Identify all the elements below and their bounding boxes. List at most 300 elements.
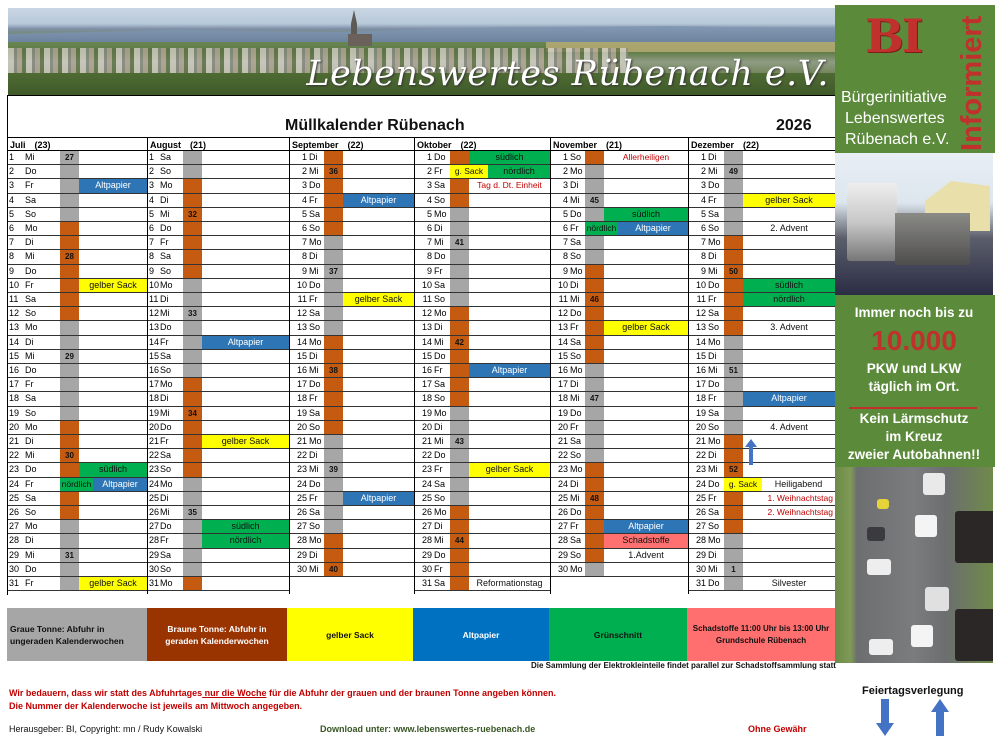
grey-bin-marker [60, 165, 79, 178]
day-row [414, 179, 550, 193]
grey-bin-marker [585, 392, 604, 405]
day-number: 27 [557, 521, 568, 532]
brown-bin-marker [585, 492, 604, 505]
day-number: 1 [426, 152, 432, 162]
photo-truck-bed [895, 213, 970, 265]
day-number: 30 [421, 563, 432, 574]
day-row [688, 506, 835, 520]
calendar-week-number: 39 [329, 465, 338, 475]
day-row [7, 350, 147, 364]
calendar-week-number: 29 [65, 351, 74, 361]
weekday: Sa [309, 208, 321, 219]
weekday: Mi [25, 152, 35, 162]
green-waste-event: nördlich [743, 293, 835, 306]
day-row [147, 520, 289, 534]
brown-bin-marker [183, 179, 202, 192]
brown-bin-marker [450, 151, 469, 164]
weekday: Sa [708, 308, 720, 319]
day-number: 27 [296, 521, 307, 532]
day-number: 19 [9, 407, 20, 418]
grey-bin-marker [183, 151, 202, 164]
day-number: 18 [296, 393, 307, 404]
weekday: Di [570, 379, 579, 390]
day-row [550, 350, 688, 364]
day-row [7, 449, 147, 463]
weekday: Mi [160, 208, 170, 219]
day-number: 30 [296, 563, 307, 574]
day-row [688, 534, 835, 548]
grey-bin-marker [450, 492, 469, 505]
brown-bin-marker [724, 435, 743, 448]
no-warranty-note: Ohne Gewähr [748, 724, 807, 734]
brown-bin-marker [585, 265, 604, 278]
day-row [414, 250, 550, 264]
weekday: Mi [434, 535, 444, 546]
brown-bin-marker [60, 449, 79, 462]
brown-bin-marker [450, 364, 469, 377]
weekday: Mi [25, 549, 35, 560]
day-row [414, 549, 550, 563]
day-number: 21 [557, 436, 568, 446]
grey-bin-marker [60, 378, 79, 391]
day-number: 5 [562, 208, 568, 219]
grey-bin-marker [724, 208, 743, 221]
weekday: So [570, 549, 582, 560]
brown-bin-marker [585, 478, 604, 491]
weekday: Sa [570, 237, 582, 248]
day-number: 8 [562, 251, 568, 262]
brown-bin-marker [324, 151, 343, 164]
brown-bin-marker [183, 392, 202, 405]
grey-bin-marker [450, 250, 469, 263]
column-divider [414, 137, 415, 594]
day-row [289, 364, 414, 378]
day-number: 17 [149, 379, 160, 390]
day-row [414, 208, 550, 222]
weekday: Do [160, 322, 172, 333]
weekday: Do [570, 507, 582, 517]
day-row [289, 534, 414, 548]
weekday: Di [160, 393, 169, 404]
weekday: Fr [434, 464, 443, 475]
brown-bin-marker [585, 307, 604, 320]
day-row [7, 549, 147, 563]
paper-event: Altpapier [469, 364, 550, 377]
hazardous-waste-event: Schadstoffe [604, 534, 688, 547]
weekday: Sa [160, 251, 172, 262]
weekday: Di [309, 450, 318, 461]
day-row [550, 463, 688, 477]
day-row [7, 222, 147, 236]
day-row [550, 208, 688, 222]
calendar-week-number: 49 [729, 167, 738, 177]
day-number: 11 [696, 294, 706, 304]
grey-bin-marker [585, 407, 604, 420]
grey-bin-marker [585, 378, 604, 391]
brown-bin-marker [183, 435, 202, 448]
day-number: 29 [557, 549, 568, 560]
grey-bin-marker [585, 208, 604, 221]
brown-bin-marker [183, 250, 202, 263]
grey-bin-marker [450, 208, 469, 221]
day-row [550, 534, 688, 548]
weekday: Fr [25, 379, 34, 390]
day-number: 14 [296, 336, 307, 347]
day-row [147, 478, 289, 492]
weekday: Di [25, 237, 34, 248]
brown-bin-marker [183, 208, 202, 221]
grey-bin-marker [183, 293, 202, 306]
legend-label: Grünschnitt [593, 629, 643, 640]
day-number: 22 [9, 450, 20, 461]
day-number: 20 [296, 421, 307, 432]
legend-label: Schadstoffe 11:00 Uhr bis 13:00 Uhr Grundschule Rübenach [692, 623, 830, 645]
day-number: 27 [9, 521, 20, 532]
day-row [147, 279, 289, 293]
green-waste-event: nördlich [202, 534, 289, 547]
weekday: Do [708, 578, 720, 588]
weekday: Mi [160, 407, 170, 418]
brown-bin-marker [450, 534, 469, 547]
day-number: 21 [695, 436, 706, 446]
month-collection-count: (21) [190, 140, 207, 150]
day-number: 29 [9, 549, 20, 560]
weekday: Mo [434, 407, 447, 418]
weekday: Sa [434, 478, 446, 489]
calendar-week-number: 32 [188, 209, 197, 219]
weekday: Fr [570, 223, 579, 233]
month-name: Juli [10, 140, 26, 150]
brown-bin-marker [585, 350, 604, 363]
weekday: Do [708, 379, 720, 390]
day-row [147, 506, 289, 520]
weekday: Di [25, 436, 34, 446]
brown-bin-marker [183, 378, 202, 391]
day-number: 18 [149, 393, 160, 404]
weekday: Mo [708, 535, 721, 546]
day-row [289, 350, 414, 364]
day-row [147, 250, 289, 264]
legend-label: Braune Tonne: Abfuhr in geraden Kalenderwochen [165, 623, 269, 646]
day-number: 6 [562, 223, 568, 233]
day-number: 12 [296, 308, 307, 319]
day-number: 19 [557, 407, 568, 418]
download-link[interactable]: Download unter: www.lebenswertes-ruebenach.de [320, 724, 536, 734]
weekday: Sa [160, 549, 172, 560]
weekday: Do [309, 180, 321, 191]
weekday: Mi [708, 563, 718, 574]
grey-bin-marker [724, 563, 743, 576]
day-number: 22 [149, 450, 160, 461]
photo-truck [955, 609, 993, 661]
day-row [147, 293, 289, 307]
day-row [414, 265, 550, 279]
grey-bin-marker [450, 293, 469, 306]
message-line: Kein Lärmschutz [859, 411, 969, 426]
grey-bin-marker [324, 279, 343, 292]
month-name: September [292, 140, 339, 150]
brown-bin-marker [585, 520, 604, 533]
day-row [550, 165, 688, 179]
brown-bin-marker [585, 463, 604, 476]
disclaimer-line-2: Die Nummer der Kalenderwoche ist jeweils am Mittwoch angegeben. [9, 701, 303, 711]
brown-bin-marker [450, 194, 469, 207]
weekday: Do [160, 223, 172, 233]
weekday: Mi [434, 436, 444, 446]
day-row [550, 563, 688, 577]
day-number: 26 [695, 507, 706, 517]
day-number: 30 [149, 563, 160, 574]
brown-bin-marker [450, 321, 469, 334]
day-number: 17 [557, 379, 568, 390]
calendar-week-number: 36 [329, 167, 338, 177]
weekday: Fr [708, 492, 717, 503]
brown-bin-marker [324, 336, 343, 349]
day-number: 23 [9, 464, 20, 475]
legend-item-gelb [287, 608, 413, 661]
weekday: Sa [160, 152, 172, 162]
brown-bin-marker [60, 250, 79, 263]
day-number: 5 [301, 208, 307, 219]
day-row [414, 478, 550, 492]
day-number: 12 [557, 308, 568, 319]
brown-bin-marker [585, 293, 604, 306]
weekday: Mi [309, 265, 319, 276]
day-row [147, 534, 289, 548]
day-row [7, 421, 147, 435]
weekday: Do [434, 152, 446, 162]
day-row [289, 392, 414, 406]
day-number: 18 [9, 393, 20, 404]
day-row [688, 520, 835, 534]
day-number: 28 [421, 535, 432, 546]
grey-bin-marker [724, 336, 743, 349]
photo-car [869, 639, 893, 655]
legend-item-altpapier [413, 608, 549, 661]
arrow-up-icon [745, 439, 757, 465]
day-number: 11 [558, 294, 568, 304]
weekday: Do [570, 308, 582, 319]
day-number: 7 [301, 237, 307, 248]
day-row [147, 407, 289, 421]
legend-label: Graue Tonne: Abfuhr in ungeraden Kalenderwochen [10, 623, 124, 646]
day-row [147, 307, 289, 321]
day-row [289, 407, 414, 421]
weekday: Di [160, 194, 169, 205]
brown-bin-marker [60, 222, 79, 235]
weekday: Mo [160, 379, 173, 390]
day-row [414, 350, 550, 364]
weekday: Mo [570, 265, 583, 276]
day-row [7, 179, 147, 193]
brown-bin-marker [724, 265, 743, 278]
weekday: Mi [570, 294, 580, 304]
weekday: So [25, 507, 37, 517]
brown-bin-marker [60, 506, 79, 519]
day-row [550, 336, 688, 350]
day-row [414, 307, 550, 321]
day-row [414, 321, 550, 335]
brown-bin-marker [585, 336, 604, 349]
photo-car [867, 559, 891, 575]
month-collection-count: (22) [460, 140, 477, 150]
weekday: Fr [160, 436, 169, 446]
day-row [289, 336, 414, 350]
weekday: Do [25, 166, 37, 177]
day-number: 5 [149, 208, 155, 219]
day-row [688, 577, 835, 591]
grey-bin-marker [60, 392, 79, 405]
day-row [414, 165, 550, 179]
day-row [550, 449, 688, 463]
brown-bin-marker [450, 506, 469, 519]
banner-title: Lebenswertes Rübenach e.V. [306, 54, 829, 94]
day-number: 30 [9, 563, 20, 574]
brown-bin-marker [183, 421, 202, 434]
paper-event: Altpapier [618, 222, 688, 235]
day-row [688, 563, 835, 577]
arrow-up-icon [931, 699, 949, 736]
weekday: Do [570, 407, 582, 418]
day-row [7, 534, 147, 548]
weekday: So [160, 563, 172, 574]
grey-bin-marker [724, 392, 743, 405]
grey-bin-marker [60, 194, 79, 207]
day-number: 18 [695, 393, 706, 404]
day-row [688, 407, 835, 421]
weekday: Di [708, 251, 717, 262]
day-number: 14 [149, 336, 160, 347]
paper-event: Altpapier [343, 194, 414, 207]
day-number: 13 [695, 322, 706, 333]
grey-bin-marker [324, 236, 343, 249]
day-row [147, 421, 289, 435]
brown-bin-marker [724, 520, 743, 533]
weekday: So [25, 407, 37, 418]
grey-bin-marker [585, 250, 604, 263]
day-row [289, 236, 414, 250]
day-number: 26 [296, 507, 307, 517]
day-number: 8 [9, 251, 15, 262]
paper-event: Altpapier [202, 336, 289, 349]
day-number: 26 [557, 507, 568, 517]
weekday: Mi [570, 194, 580, 205]
day-row [414, 577, 550, 591]
day-row [289, 563, 414, 577]
grey-bin-marker [724, 549, 743, 562]
weekday: Mo [160, 478, 173, 489]
weekday: Sa [708, 407, 720, 418]
photo-truck [955, 511, 993, 563]
day-number: 3 [9, 180, 15, 191]
day-number: 4 [301, 194, 307, 205]
day-row [147, 179, 289, 193]
day-row [289, 194, 414, 208]
day-row [289, 265, 414, 279]
day-number: 24 [149, 478, 160, 489]
publisher-note: Herausgeber: BI, Copyright: mn / Rudy Kowalski [9, 724, 203, 734]
day-row [688, 194, 835, 208]
grey-bin-marker [60, 534, 79, 547]
day-row [550, 279, 688, 293]
weekday: Fr [708, 194, 717, 205]
day-row [147, 350, 289, 364]
weekday: So [160, 365, 172, 375]
day-row [688, 179, 835, 193]
day-row [289, 478, 414, 492]
weekday: Mo [160, 180, 173, 191]
brown-bin-marker [324, 208, 343, 221]
weekday: So [708, 322, 720, 333]
weekday: Do [434, 450, 446, 461]
weekday: So [434, 194, 446, 205]
weekday: Mo [309, 535, 322, 546]
brown-bin-marker [724, 293, 743, 306]
day-row [147, 463, 289, 477]
weekday: Di [309, 549, 318, 560]
weekday: Mo [434, 308, 447, 319]
grey-bin-marker [324, 492, 343, 505]
grey-bin-marker [60, 321, 79, 334]
brown-bin-marker [324, 407, 343, 420]
day-row [7, 293, 147, 307]
day-note: Silvester [771, 578, 807, 588]
green-waste-event: südlich [202, 520, 289, 533]
weekday: Mi [708, 464, 718, 475]
yellow-sack-event: g. Sack [724, 478, 762, 491]
brown-bin-marker [450, 577, 469, 590]
grey-bin-marker [450, 236, 469, 249]
weekday: So [309, 322, 321, 333]
day-row [147, 392, 289, 406]
weekday: Fr [570, 322, 579, 333]
day-number: 25 [695, 492, 706, 503]
weekday: So [570, 152, 582, 162]
day-number: 8 [426, 251, 432, 262]
weekday: Di [708, 152, 717, 162]
day-row [550, 378, 688, 392]
holiday-label: Allerheiligen [622, 152, 670, 162]
day-row [688, 165, 835, 179]
grey-bin-marker [724, 421, 743, 434]
weekday: Do [25, 265, 37, 276]
column-divider [147, 137, 148, 594]
disclaimer-text: Wir bedauern, dass wir statt des Abfuhrtages [9, 688, 203, 698]
weekday: Mi [309, 563, 319, 574]
weekday: Fr [25, 578, 34, 588]
day-number: 28 [557, 535, 568, 546]
day-number: 13 [296, 322, 307, 333]
weekday: Mi [434, 237, 444, 248]
day-row [414, 563, 550, 577]
day-number: 17 [296, 379, 307, 390]
day-row [550, 194, 688, 208]
day-row [147, 321, 289, 335]
weekday: Fr [25, 279, 34, 290]
day-number: 24 [557, 478, 568, 489]
calendar-table [7, 137, 836, 594]
brown-bin-marker [324, 194, 343, 207]
day-number: 29 [149, 549, 160, 560]
brown-bin-marker [183, 222, 202, 235]
day-number: 6 [426, 223, 432, 233]
month-header [688, 137, 835, 151]
weekday: Mo [25, 421, 38, 432]
day-number: 29 [296, 549, 307, 560]
grey-bin-marker [724, 151, 743, 164]
day-row [550, 549, 688, 563]
weekday: So [570, 450, 582, 461]
